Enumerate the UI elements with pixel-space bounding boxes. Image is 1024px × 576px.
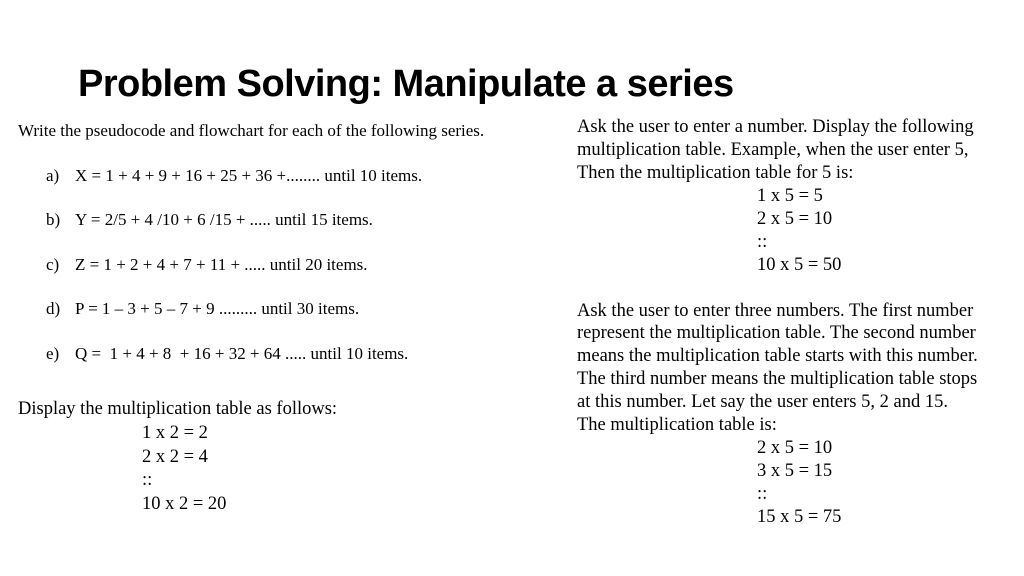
series-label-d: d) (46, 299, 61, 318)
text-line: represent the multiplication table. The second number (577, 323, 976, 343)
text-line: means the multiplication table starts with this number. (577, 346, 978, 366)
table-line: :: (142, 470, 153, 490)
series-label-b: b) (46, 210, 61, 229)
table-line: 1 x 2 = 2 (142, 423, 208, 443)
series-e: Q = 1 + 4 + 8 + 16 + 32 + 64 ..... until 10 items. (75, 344, 409, 363)
text-line: at this number. Let say the user enters 5, 2 and 15. (577, 392, 948, 412)
series-instructions: Write the pseudocode and flowchart for each of the following series. (18, 121, 485, 140)
slide-title: Problem Solving: Manipulate a series (78, 63, 734, 105)
table-instructions: Display the multiplication table as follows: (18, 399, 338, 419)
table-line: :: (757, 232, 768, 252)
series-label-a: a) (46, 166, 60, 185)
series-label-c: c) (46, 255, 60, 274)
series-label-e: e) (46, 344, 60, 363)
text-line: Ask the user to enter three numbers. The first number (577, 301, 974, 321)
table-line: 10 x 5 = 50 (757, 255, 842, 275)
series-d: P = 1 – 3 + 5 – 7 + 9 ......... until 30 items. (75, 299, 360, 318)
table-line: :: (757, 484, 768, 504)
text-line: The third number means the multiplication table stops (577, 369, 978, 389)
text-line: The multiplication table is: (577, 415, 777, 435)
series-c: Z = 1 + 2 + 4 + 7 + 11 + ..... until 20 items. (75, 255, 368, 274)
table-line: 3 x 5 = 15 (757, 461, 833, 481)
series-b: Y = 2/5 + 4 /10 + 6 /15 + ..... until 15 items. (75, 210, 373, 229)
text-line: Ask the user to enter a number. Display the following (577, 117, 974, 137)
table-line: 2 x 2 = 4 (142, 447, 208, 467)
table-line: 1 x 5 = 5 (757, 186, 823, 206)
text-line: multiplication table. Example, when the user enter 5, (577, 140, 969, 160)
table-line: 2 x 5 = 10 (757, 209, 833, 229)
table-line: 2 x 5 = 10 (757, 438, 833, 458)
table-line: 15 x 5 = 75 (757, 507, 842, 527)
series-a: X = 1 + 4 + 9 + 16 + 25 + 36 +........ until 10 items. (75, 166, 423, 185)
table-line: 10 x 2 = 20 (142, 494, 227, 514)
text-line: Then the multiplication table for 5 is: (577, 163, 854, 183)
